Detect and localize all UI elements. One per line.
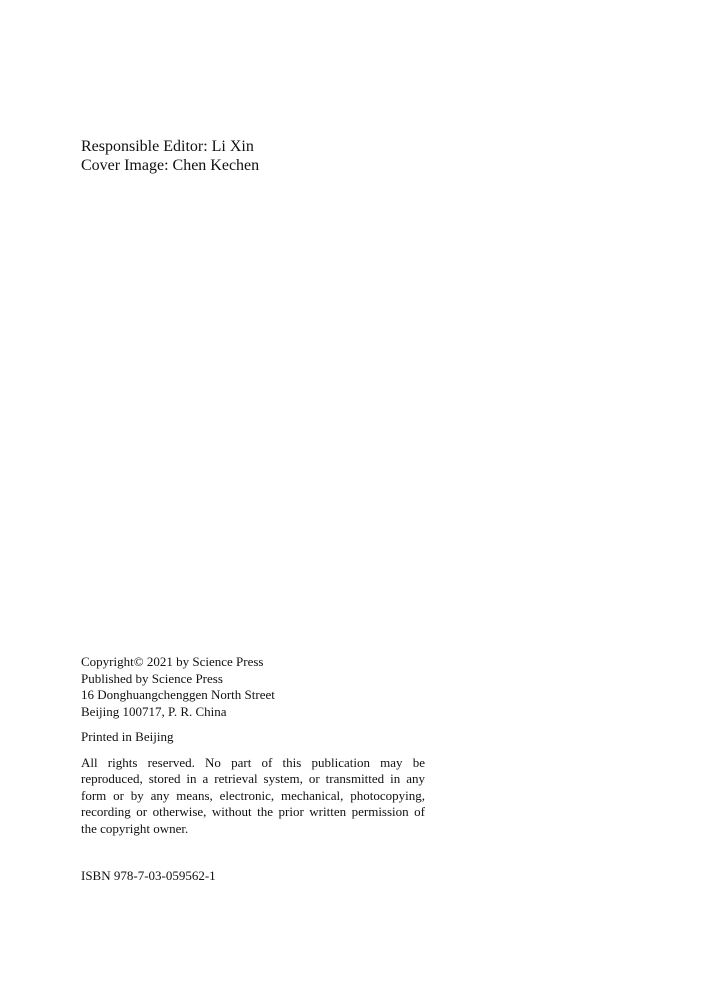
- credits-block: [81, 137, 259, 175]
- publisher-line: Published by Science Press: [81, 670, 223, 686]
- address-street: 16 Donghuangchenggen North Street: [81, 687, 275, 702]
- rights-statement: All rights reserved. No part of this publication may be reproduced, stored in a retrieval system, or transmitted in any form or by any means, electronic, mechanical, photocopying, recording or otherwise, without the prior written permission of the copyright owner.: [81, 754, 425, 836]
- cover-image-credit: Cover Image: Chen Kechen: [81, 157, 260, 174]
- address-city: Beijing 100717, P. R. China: [81, 703, 227, 719]
- printed-in: Printed in Beijing: [81, 729, 174, 744]
- responsible-editor: Responsible Editor: Li Xin: [81, 138, 254, 155]
- isbn: ISBN 978-7-03-059562-1: [81, 868, 216, 883]
- copyright-line: Copyright© 2021 by Science Press: [81, 654, 264, 669]
- imprint-block: [81, 654, 425, 837]
